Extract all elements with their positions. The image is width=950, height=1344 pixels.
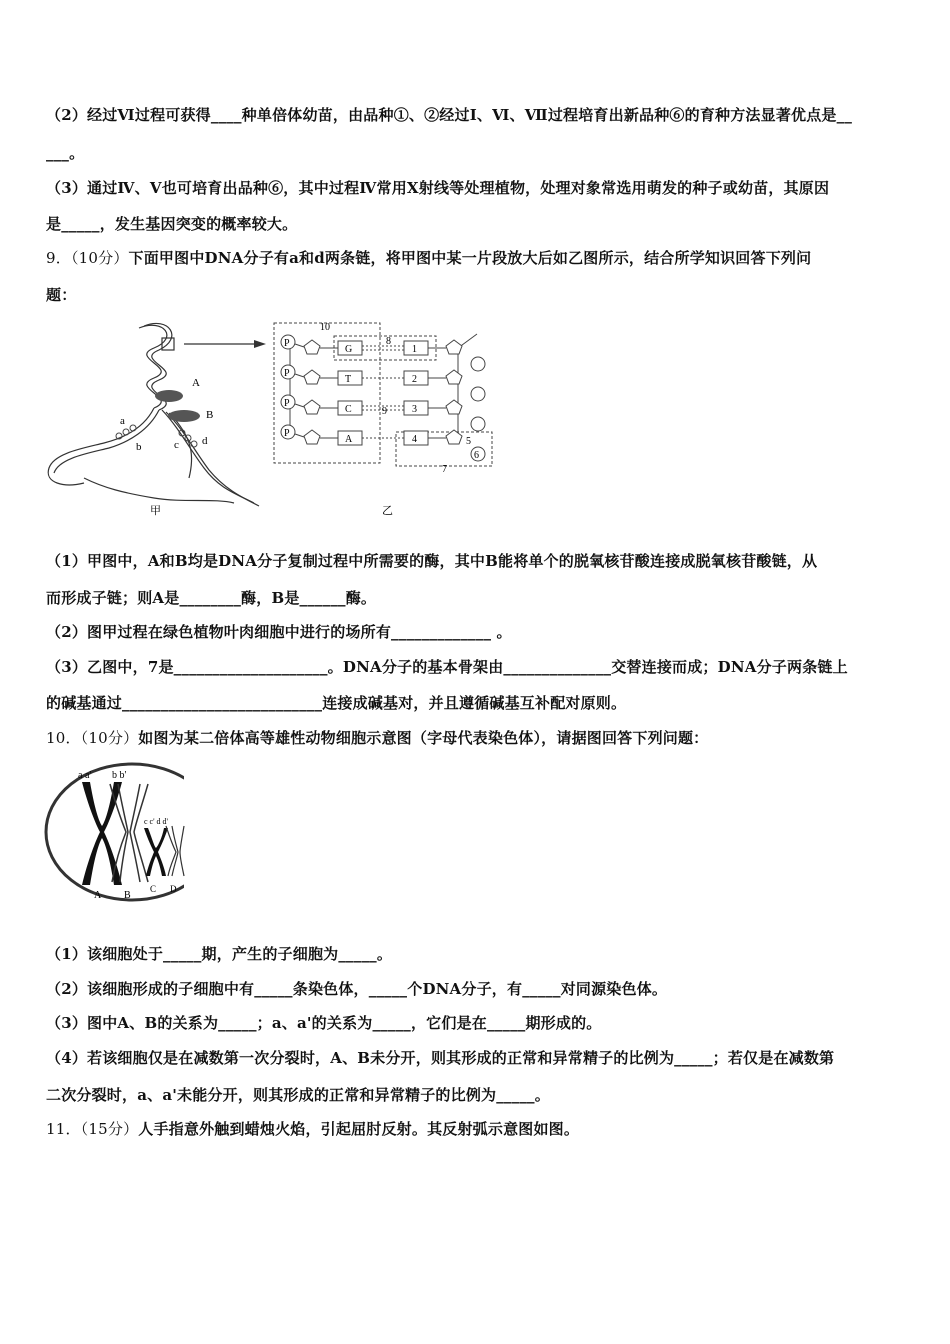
base-a: A: [345, 434, 353, 445]
number-10: 10: [320, 322, 330, 333]
dna-structure-figure-yi: [272, 318, 502, 518]
label-C: C: [150, 884, 157, 894]
label-d: d: [202, 435, 208, 447]
q9-stem-cont: 题：: [46, 286, 77, 304]
q11-stem: [46, 1118, 579, 1139]
phosphate-label: P: [284, 428, 290, 439]
number-8: 8: [386, 336, 391, 347]
figure-jia-caption: 甲: [150, 505, 161, 517]
label-bb: b b': [112, 770, 127, 781]
base-t: T: [345, 374, 352, 385]
q9-part3: （3）乙图中，7是____________________。DNA分子的基本骨架由______________交替连接而成；DNA分子两条链上: [46, 658, 848, 676]
q10-stem: [46, 727, 708, 748]
dna-replication-figure-jia: [44, 318, 274, 518]
label-ccdd: c c' d d': [144, 817, 168, 826]
chromosome-a: [82, 782, 122, 885]
label-aa: a a': [78, 770, 92, 781]
label-B: B: [124, 890, 131, 901]
number-5: 5: [466, 436, 471, 447]
number-7: 7: [442, 464, 447, 475]
base-3: 3: [412, 404, 417, 415]
q10-part1: （1）该细胞处于_____期，产生的子细胞为_____。: [46, 945, 393, 963]
phosphate-label: P: [284, 368, 290, 379]
base-2: 2: [412, 374, 417, 385]
q10-stem-text: 如图为某二倍体高等雄性动物细胞示意图（字母代表染色体），请据图回答下列问题：: [138, 729, 709, 747]
q10-part2: （2）该细胞形成的子细胞中有_____条染色体，_____个DNA分子，有_____对同源染色体。: [46, 980, 668, 998]
q8-part2-cont: ___。: [46, 144, 85, 162]
q9-stem-text: 下面甲图中DNA分子有a和d两条链，将甲图中某一片段放大后如乙图所示，结合所学知识回答下列问: [128, 249, 812, 267]
q10-number: 10．（10分）: [46, 729, 139, 747]
label-b: b: [136, 441, 142, 453]
number-9: 9: [382, 406, 387, 417]
q9-part3-cont: 的碱基通过__________________________连接成碱基对，并且遵循碱基互补配对原则。: [46, 694, 627, 712]
q11-number: 11．（15分）: [46, 1120, 139, 1138]
q9-part1: （1）甲图中，A和B均是DNA分子复制过程中所需要的酶，其中B能将单个的脱氧核苷酸连接成脱氧核苷酸链，从: [46, 552, 818, 570]
label-A: A: [94, 890, 102, 901]
right-strand: [404, 340, 485, 461]
q8-part3: （3）通过Ⅳ、Ⅴ也可培育出品种⑥，其中过程Ⅳ常用X射线等处理植物，处理对象常选用萌发的种子或幼苗，其原因: [46, 179, 830, 197]
label-A: A: [192, 377, 200, 389]
q10-part4-cont: 二次分裂时，a、a'未能分开，则其形成的正常和异常精子的比例为_____。: [46, 1086, 550, 1104]
q9-part2: （2）图甲过程在绿色植物叶肉细胞中进行的场所有_____________ 。: [46, 623, 512, 641]
label-D: D: [170, 884, 177, 894]
chromosome-d: [166, 826, 184, 876]
left-strand: [281, 335, 362, 445]
number-6: 6: [474, 450, 479, 461]
figure-yi-caption: 乙: [382, 505, 393, 517]
q10-part4: （4）若该细胞仅是在减数第一次分裂时，A、B未分开，则其形成的正常和异常精子的比例为_____；若仅是在减数第: [46, 1049, 835, 1067]
q9-stem: [46, 247, 811, 268]
q9-part1-cont: 而形成子链；则A是________酶，B是______酶。: [46, 589, 377, 607]
enzyme-a-icon: [155, 390, 183, 402]
base-c: C: [345, 404, 352, 415]
phosphate-label: P: [284, 398, 290, 409]
label-a: a: [120, 415, 125, 427]
q9-number: 9．（10分）: [46, 249, 129, 267]
base-1: 1: [412, 344, 417, 355]
enzyme-b-icon: [168, 410, 200, 422]
cell-chromosome-figure: [44, 760, 194, 905]
q8-part2: （2）经过Ⅵ过程可获得____种单倍体幼苗，由品种①、②经过Ⅰ、Ⅵ、Ⅶ过程培育出新品种⑥的育种方法显著优点是__: [46, 106, 853, 124]
q11-stem-text: 人手指意外触到蜡烛火焰，引起屈肘反射。其反射弧示意图如图。: [138, 1120, 580, 1138]
chromosome-c: [144, 828, 168, 876]
base-g: G: [345, 344, 353, 355]
q10-part3: （3）图中A、B的关系为_____；a、a'的关系为_____，它们是在_____期形成的。: [46, 1014, 602, 1032]
label-c: c: [174, 439, 179, 451]
label-B: B: [206, 409, 214, 421]
q8-part3-cont: 是_____，发生基因突变的概率较大。: [46, 215, 298, 233]
base-4: 4: [412, 434, 417, 445]
phosphate-label: P: [284, 338, 290, 349]
